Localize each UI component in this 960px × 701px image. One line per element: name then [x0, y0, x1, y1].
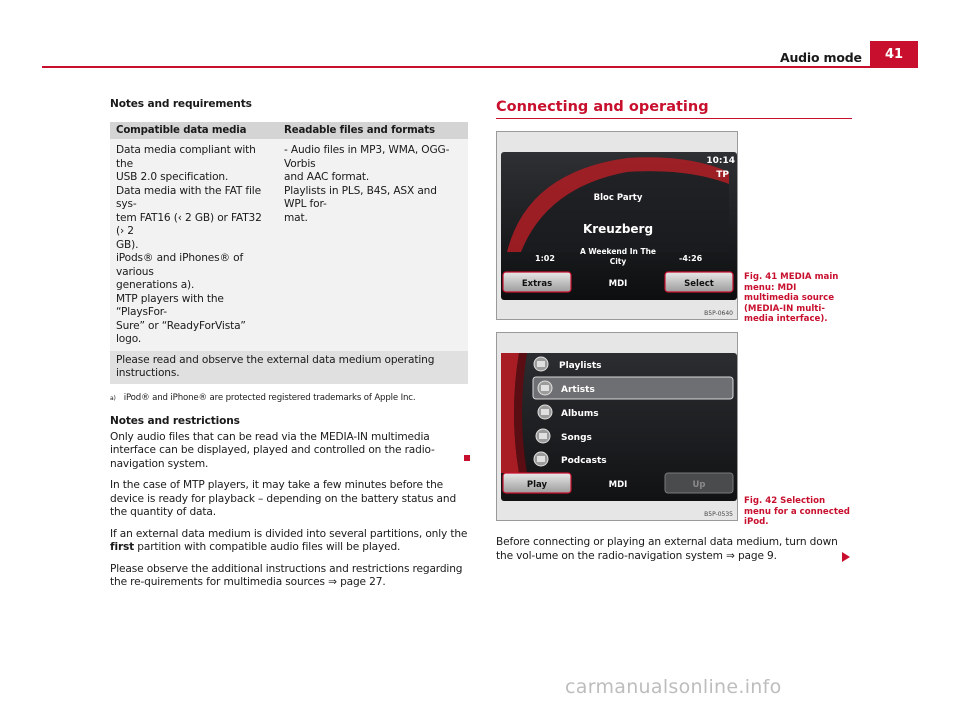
mdi-label: MDI	[608, 279, 628, 289]
artist-name: Bloc Party	[593, 193, 643, 203]
figure-ipod-selection-menu	[496, 332, 738, 521]
cell-line: GB).	[116, 238, 139, 251]
tp-indicator: TP	[716, 170, 729, 180]
table-row	[110, 139, 468, 351]
list-item-label: Playlists	[559, 361, 602, 371]
figure-code: B5P-0535	[704, 511, 733, 518]
column-header: Readable files and formats	[278, 122, 468, 140]
extras-button-label: Extras	[521, 279, 553, 289]
section-title: Connecting and operating	[496, 99, 709, 115]
paragraph	[110, 528, 470, 555]
cell-line: tem FAT16 (‹ 2 GB) or FAT32 (› 2	[116, 211, 262, 237]
cell-line: Sure” or “ReadyForVista” logo.	[116, 319, 246, 345]
list-item-label: Podcasts	[561, 456, 607, 466]
cell-line: Playlists in PLS, B4S, ASX and WPL for-	[284, 184, 437, 210]
clock: 10:14	[706, 156, 735, 166]
cell-line: Data media compliant with the	[116, 144, 256, 170]
cell-line: and AAC format.	[284, 171, 370, 183]
remaining-time: -4:26	[679, 254, 703, 263]
paragraph: Before connecting or playing an external data medium, turn down the vol-ume on the radio-navigation system ⇒ page 9.	[496, 536, 838, 562]
cell-line: mat.	[284, 211, 308, 224]
requirements-table	[110, 122, 468, 384]
cell-line: Data media with the FAT file sys-	[116, 184, 261, 210]
table-note-row	[110, 351, 468, 384]
footnote-mark: a)	[110, 394, 116, 402]
footnote-text: iPod® and iPhone® are protected registered trademarks of Apple Inc.	[123, 392, 416, 403]
header-title: Audio mode	[780, 50, 862, 65]
table-title: Notes and requirements	[110, 98, 252, 110]
paragraph: In the case of MTP players, it may take a few minutes before the device is ready for playback – depending on the battery status and the quantity of data.	[110, 479, 457, 518]
text-run: partition with compatible audio files will be played.	[134, 541, 401, 553]
section-end-marker	[464, 455, 470, 461]
restrictions-title: Notes and restrictions	[110, 415, 240, 427]
table-cell-media	[110, 139, 278, 351]
cell-line: - Audio files in MP3, WMA, OGG-Vorbis	[284, 144, 450, 170]
cell-line: USB 2.0 specification.	[116, 171, 229, 183]
list-item-label: Songs	[561, 433, 592, 443]
column-header: Compatible data media	[110, 122, 278, 140]
paragraph: Only audio files that can be read via the MEDIA-IN multimedia interface can be displayed, played and controlled on the radio-navigation system.	[110, 430, 435, 470]
figure-code: B5P-0640	[704, 310, 733, 317]
album-line-2: City	[609, 257, 627, 266]
figure-caption: Fig. 41 MEDIA main menu: MDI multimedia source (MEDIA-IN multi-media interface).	[744, 272, 839, 324]
media-screen	[497, 132, 738, 320]
elapsed-time: 1:02	[535, 254, 555, 263]
table-header-row	[110, 122, 468, 140]
table-note: Please read and observe the external data medium operating instructions.	[110, 351, 468, 384]
figure-caption: Fig. 42 Selection menu for a connected iPod.	[744, 496, 850, 527]
cell-line: iPods® and iPhones® of various	[116, 252, 244, 278]
emphasis: first	[110, 541, 135, 553]
page-number: 41	[870, 41, 918, 67]
table-cell-formats	[278, 139, 468, 351]
list-item-label: Artists	[561, 385, 595, 395]
mdi-label: MDI	[608, 480, 628, 490]
album-line-1: A Weekend In The	[579, 247, 657, 256]
cell-line: generations a).	[116, 279, 195, 291]
header-rule	[42, 66, 918, 68]
select-button-label: Select	[684, 279, 714, 289]
watermark: carmanualsonline.info	[565, 676, 782, 698]
list-item-label: Albums	[561, 409, 599, 419]
up-button-label: Up	[692, 480, 706, 490]
section-rule	[496, 118, 852, 119]
text-run: If an external data medium is divided into several partitions, only the	[110, 527, 468, 540]
footnote	[110, 392, 470, 406]
continue-arrow-icon	[842, 552, 850, 562]
left-column	[110, 98, 470, 590]
play-button-label: Play	[526, 480, 548, 490]
cell-line: MTP players with the “PlaysFor-	[116, 292, 224, 318]
ipod-screen	[497, 333, 738, 521]
track-title: Kreuzberg	[582, 222, 654, 236]
figure-media-main-menu	[496, 131, 738, 320]
paragraph: Please observe the additional instructions and restrictions regarding the re-quirements for multimedia sources ⇒ page 27.	[110, 562, 463, 588]
